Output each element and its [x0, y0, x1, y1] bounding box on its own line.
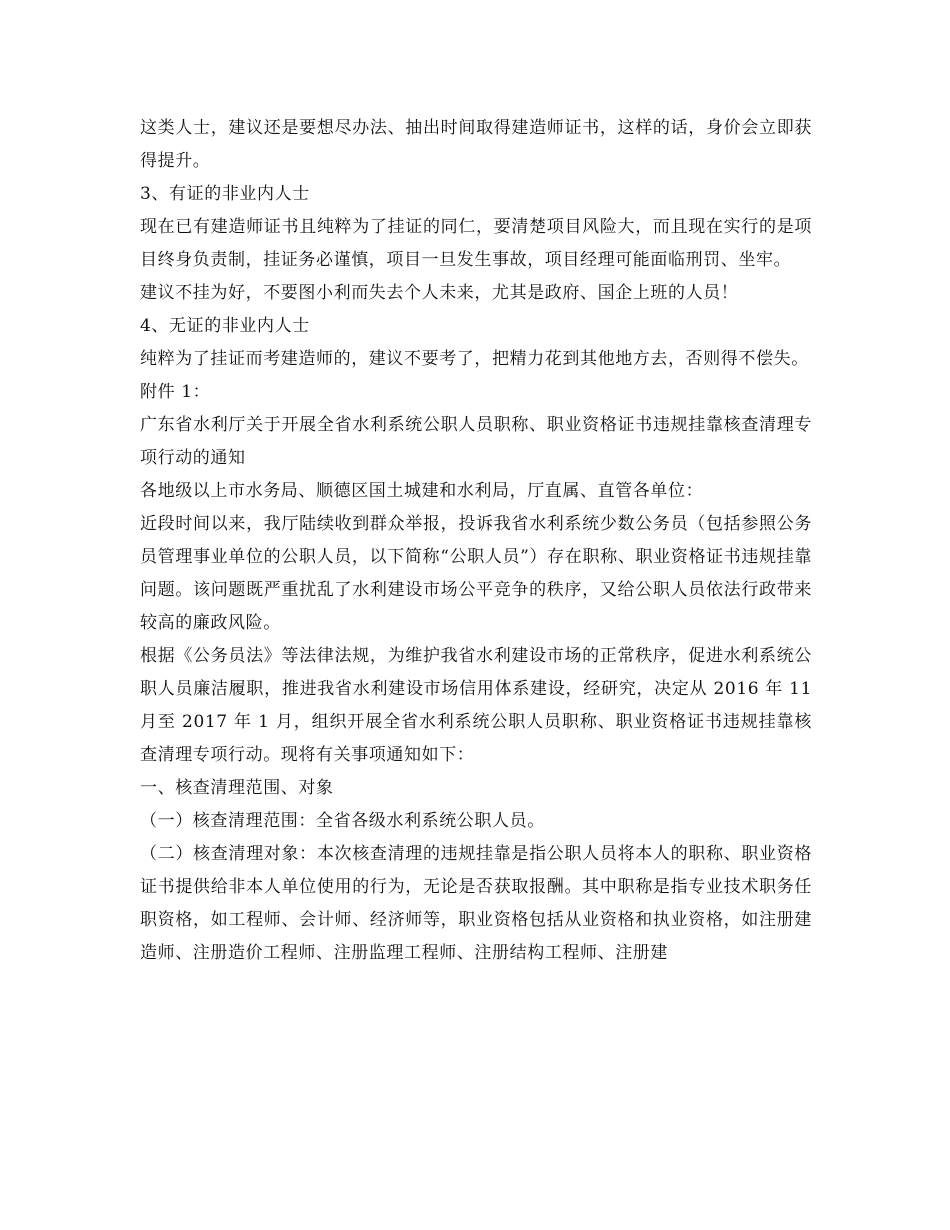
heading-3-certified-outsiders: 3、有证的非业内人士 [140, 184, 310, 204]
notice-title: 广东省水利厅关于开展全省水利系统公职人员职称、职业资格证书违规挂靠核查清理专项行动的通知 [140, 415, 812, 468]
document-body [140, 112, 812, 970]
paragraph-advice: 建议不挂为好，不要图小利而失去个人未来，尤其是政府、国企上班的人员！ [140, 283, 739, 303]
heading-4-uncertified-outsiders: 4、无证的非业内人士 [140, 316, 310, 336]
subsection-scope: （一）核查清理范围：全省各级水利系统公职人员。 [140, 811, 545, 831]
paragraph-intro: 这类人士，建议还是要想尽办法、抽出时间取得建造师证书，这样的话，身价会立即获得提升。 [140, 118, 812, 171]
section-heading-1: 一、核查清理范围、对象 [140, 778, 334, 798]
paragraph-background: 近段时间以来，我厅陆续收到群众举报，投诉我省水利系统少数公务员（包括参照公务员管理事业单位的公职人员，以下简称“公职人员”）存在职称、职业资格证书违规挂靠问题。该问题既严重扰乱了水利建设市场公平竞争的秩序，又给公职人员依法行政带来较高的廉政风险。 [140, 514, 812, 633]
paragraph-exam-advice: 纯粹为了挂证而考建造师的，建议不要考了，把精力花到其他地方去，否则得不偿失。 [140, 349, 809, 369]
attachment-label: 附件 1： [140, 382, 211, 402]
paragraph-decision: 根据《公务员法》等法律法规，为维护我省水利建设市场的正常秩序，促进水利系统公职人员廉洁履职，推进我省水利建设市场信用体系建设，经研究，决定从 2016 年 11 月至 2017 年 1 月，组织开展全省水利系统公职人员职称、职业资格证书违规挂靠核查清理专项行动。现将有关事项通知如下： [140, 646, 812, 765]
paragraph-risk-warning: 现在已有建造师证书且纯粹为了挂证的同仁，要清楚项目风险大，而且现在实行的是项目终身负责制，挂证务必谨慎，项目一旦发生事故，项目经理可能面临刑罚、坐牢。 [140, 217, 812, 270]
notice-recipients: 各地级以上市水务局、顺德区国土城建和水利局，厅直属、直管各单位： [140, 481, 704, 501]
subsection-targets: （二）核查清理对象：本次核查清理的违规挂靠是指公职人员将本人的职称、职业资格证书提供给非本人单位使用的行为，无论是否获取报酬。其中职称是指专业技术职务任职资格，如工程师、会计师、经济师等，职业资格包括从业资格和执业资格，如注册建造师、注册造价工程师、注册监理工程师、注册结构工程师、注册建 [140, 844, 812, 963]
